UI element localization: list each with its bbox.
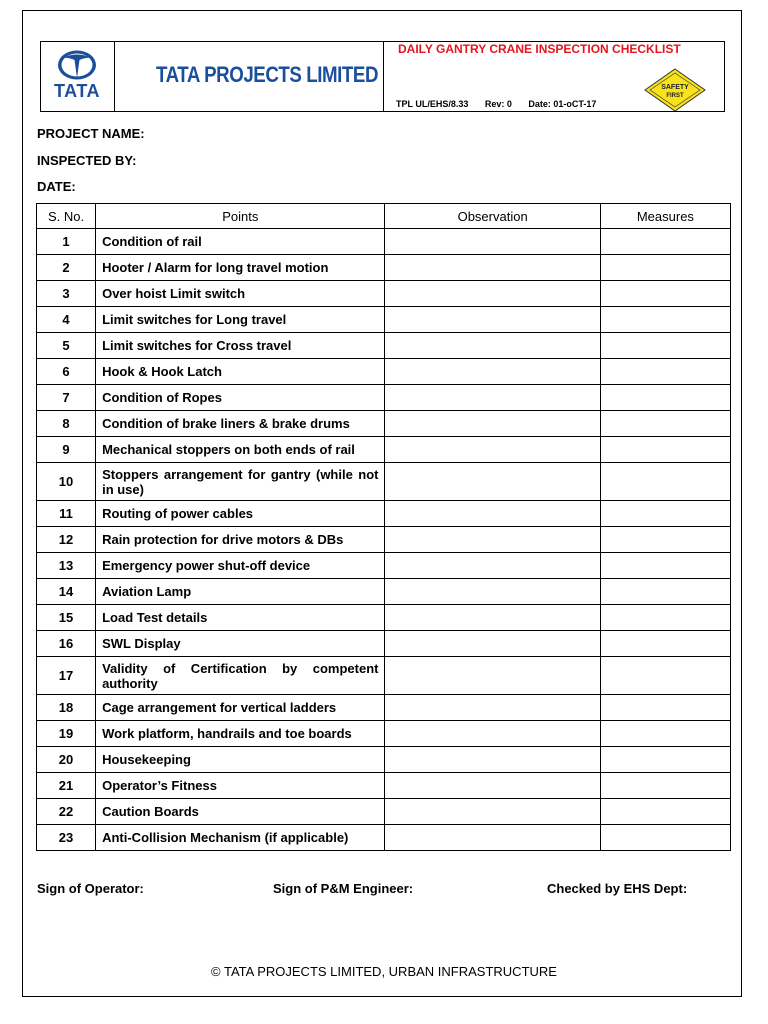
observation-cell[interactable]: [385, 695, 600, 721]
inspection-point: Load Test details: [96, 605, 385, 631]
measures-cell[interactable]: [600, 721, 730, 747]
row-number: 2: [37, 255, 96, 281]
row-number: 1: [37, 229, 96, 255]
observation-cell[interactable]: [385, 657, 600, 695]
row-number: 8: [37, 411, 96, 437]
inspection-point: Work platform, handrails and toe boards: [96, 721, 385, 747]
table-row: [37, 747, 731, 773]
measures-cell[interactable]: [600, 657, 730, 695]
measures-cell[interactable]: [600, 605, 730, 631]
table-row: [37, 695, 731, 721]
engineer-signature-label: Sign of P&M Engineer:: [273, 881, 414, 896]
inspection-point: Condition of brake liners & brake drums: [96, 411, 385, 437]
table-row: [37, 605, 731, 631]
row-number: 3: [37, 281, 96, 307]
inspection-point: Anti-Collision Mechanism (if applicable): [96, 825, 385, 851]
row-number: 15: [37, 605, 96, 631]
row-number: 11: [37, 501, 96, 527]
observation-cell[interactable]: [385, 553, 600, 579]
observation-cell[interactable]: [385, 359, 600, 385]
table-header-row: [37, 204, 731, 229]
row-number: 16: [37, 631, 96, 657]
measures-cell[interactable]: [600, 385, 730, 411]
footer-copyright: © TATA PROJECTS LIMITED, URBAN INFRASTRUCTURE: [211, 964, 557, 979]
row-number: 19: [37, 721, 96, 747]
measures-cell[interactable]: [600, 307, 730, 333]
inspection-point: Cage arrangement for vertical ladders: [96, 695, 385, 721]
table-row: [37, 333, 731, 359]
table-row: [37, 437, 731, 463]
measures-cell[interactable]: [600, 333, 730, 359]
document-title: DAILY GANTRY CRANE INSPECTION CHECKLIST: [398, 42, 681, 56]
row-number: 17: [37, 657, 96, 695]
measures-cell[interactable]: [600, 695, 730, 721]
safety-sign-line1: SAFETY: [661, 84, 689, 91]
measures-cell[interactable]: [600, 553, 730, 579]
row-number: 22: [37, 799, 96, 825]
ehs-signature-label: Checked by EHS Dept:: [547, 881, 688, 896]
tata-logo-icon: [56, 49, 98, 81]
observation-cell[interactable]: [385, 773, 600, 799]
inspection-point: Housekeeping: [96, 747, 385, 773]
measures-cell[interactable]: [600, 463, 730, 501]
measures-cell[interactable]: [600, 579, 730, 605]
observation-cell[interactable]: [385, 825, 600, 851]
row-number: 13: [37, 553, 96, 579]
logo-cell: [41, 42, 115, 111]
inspection-point: Condition of Ropes: [96, 385, 385, 411]
inspection-point: Hook & Hook Latch: [96, 359, 385, 385]
observation-cell[interactable]: [385, 605, 600, 631]
measures-cell[interactable]: [600, 773, 730, 799]
safety-sign-line2: FIRST: [666, 93, 684, 99]
inspection-point: Limit switches for Long travel: [96, 307, 385, 333]
table-row: [37, 463, 731, 501]
column-header-points: Points: [96, 204, 385, 229]
inspection-point: Validity of Certification by competent authority: [96, 657, 385, 695]
observation-cell[interactable]: [385, 501, 600, 527]
row-number: 21: [37, 773, 96, 799]
table-row: [37, 229, 731, 255]
inspected-by-label: INSPECTED BY:: [37, 153, 137, 168]
row-number: 5: [37, 333, 96, 359]
company-name: TATA PROJECTS LIMITED: [156, 62, 379, 87]
measures-cell[interactable]: [600, 411, 730, 437]
table-row: [37, 307, 731, 333]
document-number: TPL UL/EHS/8.33: [396, 99, 469, 109]
inspection-point: SWL Display: [96, 631, 385, 657]
operator-signature-label: Sign of Operator:: [37, 881, 144, 896]
row-number: 14: [37, 579, 96, 605]
observation-cell[interactable]: [385, 411, 600, 437]
inspection-point: Aviation Lamp: [96, 579, 385, 605]
observation-cell[interactable]: [385, 281, 600, 307]
observation-cell[interactable]: [385, 747, 600, 773]
table-row: [37, 359, 731, 385]
inspection-point: Stoppers arrangement for gantry (while not in use): [96, 463, 385, 501]
table-row: [37, 631, 731, 657]
table-row: [37, 501, 731, 527]
table-row: [37, 657, 731, 695]
inspection-point: Limit switches for Cross travel: [96, 333, 385, 359]
measures-cell[interactable]: [600, 501, 730, 527]
revision: Rev: 0: [484, 99, 512, 109]
title-cell: [384, 42, 724, 111]
table-row: [37, 527, 731, 553]
row-number: 9: [37, 437, 96, 463]
company-name-cell: [114, 42, 384, 111]
table-row: [37, 773, 731, 799]
observation-cell[interactable]: [385, 799, 600, 825]
inspection-point: Hooter / Alarm for long travel motion: [96, 255, 385, 281]
table-row: [37, 825, 731, 851]
row-number: 12: [37, 527, 96, 553]
row-number: 20: [37, 747, 96, 773]
measures-cell[interactable]: [600, 527, 730, 553]
inspection-point: Rain protection for drive motors & DBs: [96, 527, 385, 553]
inspection-point: Over hoist Limit switch: [96, 281, 385, 307]
table-row: [37, 281, 731, 307]
measures-cell[interactable]: [600, 255, 730, 281]
row-number: 10: [37, 463, 96, 501]
observation-cell[interactable]: [385, 437, 600, 463]
table-row: [37, 579, 731, 605]
inspection-point: Emergency power shut-off device: [96, 553, 385, 579]
row-number: 18: [37, 695, 96, 721]
column-header-sno: S. No.: [37, 204, 96, 229]
date-label: DATE:: [37, 179, 76, 194]
row-number: 4: [37, 307, 96, 333]
column-header-observation: Observation: [385, 204, 600, 229]
inspection-checklist-table: [36, 203, 731, 851]
measures-cell[interactable]: [600, 359, 730, 385]
document-header: [40, 41, 725, 112]
tata-logo-word: TATA: [54, 81, 100, 101]
table-row: [37, 255, 731, 281]
observation-cell[interactable]: [385, 255, 600, 281]
issue-date: Date: 01-oCT-17: [528, 99, 597, 109]
observation-cell[interactable]: [385, 631, 600, 657]
table-row: [37, 721, 731, 747]
observation-cell[interactable]: [385, 333, 600, 359]
measures-cell[interactable]: [600, 747, 730, 773]
row-number: 6: [37, 359, 96, 385]
observation-cell[interactable]: [385, 385, 600, 411]
column-header-measures: Measures: [600, 204, 730, 229]
table-row: [37, 799, 731, 825]
inspection-point: Condition of rail: [96, 229, 385, 255]
measures-cell[interactable]: [600, 631, 730, 657]
observation-cell[interactable]: [385, 579, 600, 605]
table-row: [37, 411, 731, 437]
inspection-point: Operator’s Fitness: [96, 773, 385, 799]
observation-cell[interactable]: [385, 229, 600, 255]
inspection-point: Caution Boards: [96, 799, 385, 825]
document-reference: [396, 99, 610, 109]
observation-cell[interactable]: [385, 307, 600, 333]
inspection-point: Mechanical stoppers on both ends of rail: [96, 437, 385, 463]
observation-cell[interactable]: [385, 721, 600, 747]
measures-cell[interactable]: [600, 825, 730, 851]
row-number: 23: [37, 825, 96, 851]
measures-cell[interactable]: [600, 799, 730, 825]
inspection-point: Routing of power cables: [96, 501, 385, 527]
project-name-label: PROJECT NAME:: [37, 126, 145, 141]
table-row: [37, 385, 731, 411]
table-row: [37, 553, 731, 579]
row-number: 7: [37, 385, 96, 411]
observation-cell[interactable]: [385, 463, 600, 501]
measures-cell[interactable]: [600, 437, 730, 463]
observation-cell[interactable]: [385, 527, 600, 553]
measures-cell[interactable]: [600, 229, 730, 255]
safety-first-sign-icon: [644, 68, 706, 112]
measures-cell[interactable]: [600, 281, 730, 307]
